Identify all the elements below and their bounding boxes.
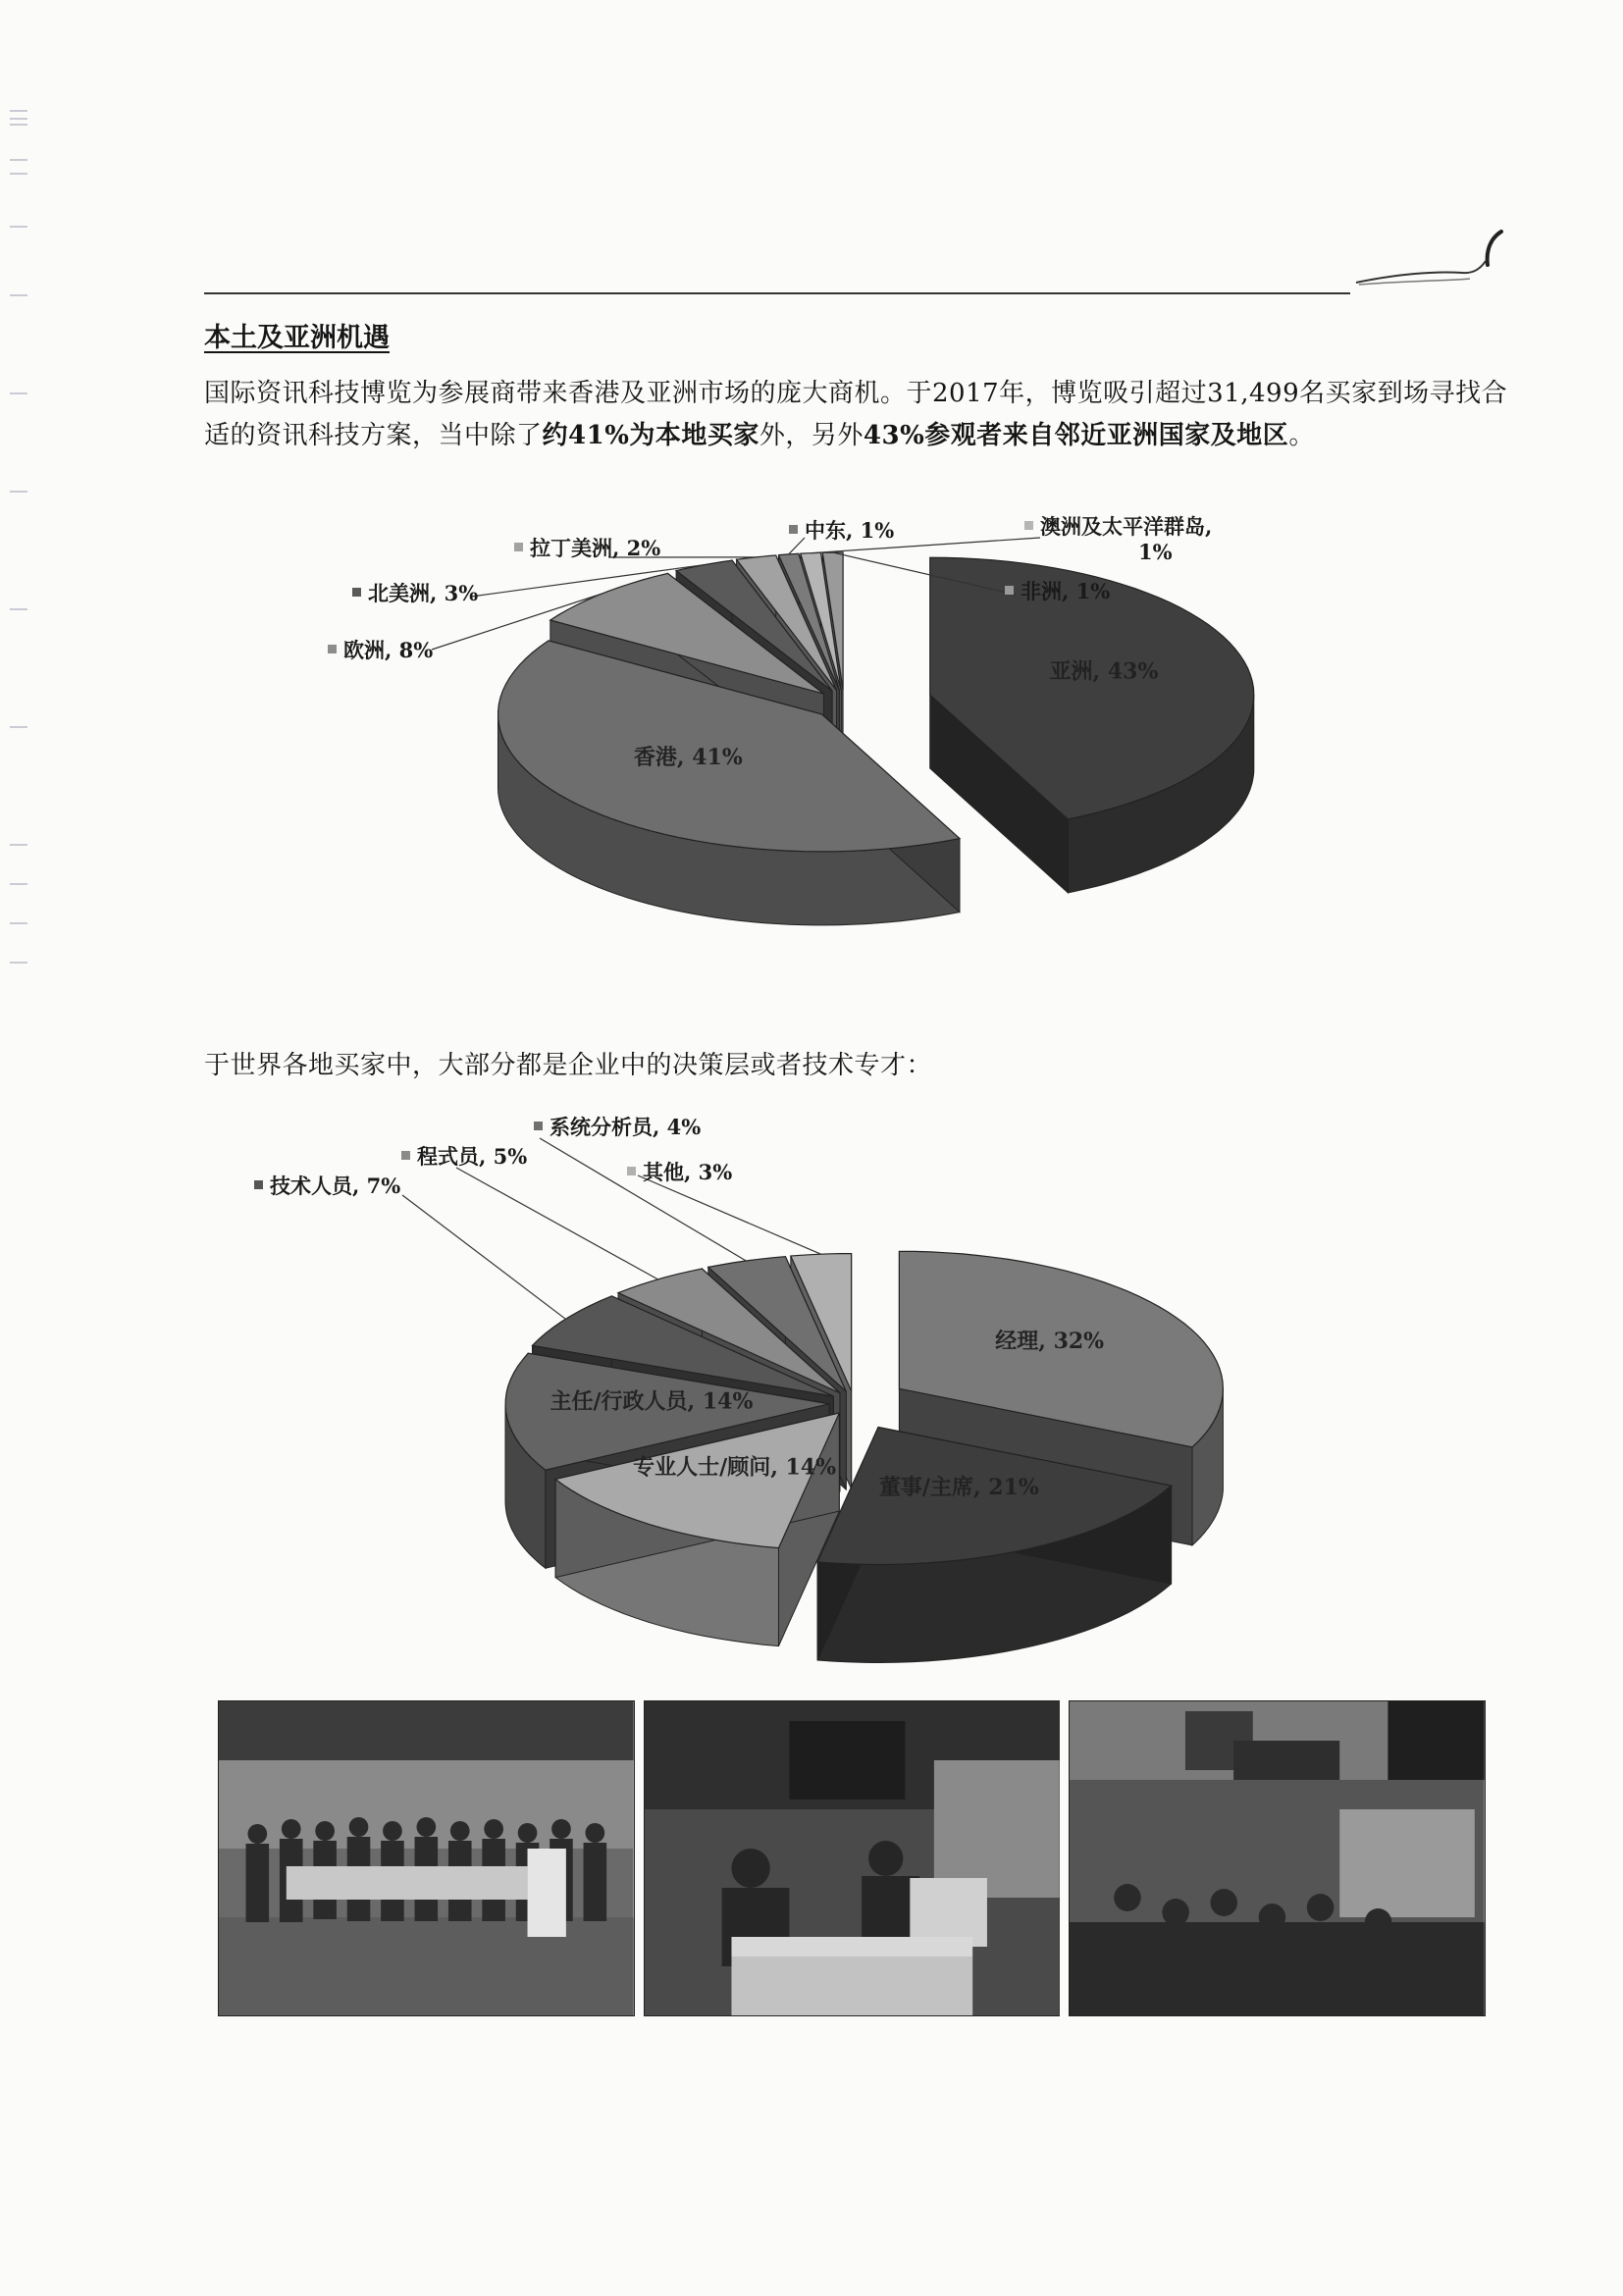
leader-line-2-6 <box>456 1168 658 1279</box>
slice-label-2-5: 技术人员, 7% <box>270 1174 401 1198</box>
legend-marker-2-6 <box>401 1151 410 1160</box>
leader-line-2-8 <box>638 1175 821 1254</box>
exhibition-hall-photo <box>1069 1700 1486 2016</box>
intro-text-1: 国际资讯科技博览为参展商带来香港及亚洲市场的庞大商机。于2017年，博览吸引超过31,499名买家到场寻找合适的资讯科技方案，当中除了 <box>204 379 1508 450</box>
legend-marker-1-6 <box>789 525 798 534</box>
intro-text-2: 外，另外 <box>759 421 864 450</box>
legend-marker-1-7 <box>1024 521 1033 530</box>
slice-label-1-3: 欧洲, 8% <box>343 638 434 662</box>
slice-label-2-3: 专业人士/顾问, 14% <box>633 1454 837 1481</box>
slice-label-1-1: 亚洲, 43% <box>1049 658 1159 685</box>
slice-label-1-5: 拉丁美洲, 2% <box>530 536 661 560</box>
intro-text-3: 。 <box>1288 421 1315 450</box>
legend-marker-1-5 <box>514 543 523 551</box>
legend-marker-1-4 <box>352 588 361 597</box>
legend-marker-1-3 <box>328 645 337 653</box>
leader-line-1-6 <box>789 538 805 554</box>
intro-bold-local: 约41%为本地买家 <box>542 421 759 450</box>
slice-label-1-6: 中东, 1% <box>805 518 895 543</box>
slice-label-1-4: 北美洲, 3% <box>368 581 479 605</box>
slice-label-2-4: 主任/行政人员, 14% <box>550 1388 754 1415</box>
slice-label-2-8: 其他, 3% <box>643 1160 733 1184</box>
legend-marker-1-8 <box>1005 586 1014 595</box>
slice-label-2-6: 程式员, 5% <box>417 1144 528 1169</box>
slice-label-2-7: 系统分析员, 4% <box>550 1115 702 1139</box>
buyer-role-lead: 于世界各地买家中，大部分都是企业中的决策层或者技术专才： <box>204 1051 933 1080</box>
slice-label-2-2: 董事/主席, 21% <box>878 1475 1039 1501</box>
photo-strip <box>218 1700 1486 2014</box>
section-heading: 本土及亚洲机遇 <box>204 323 390 353</box>
slice-label-1-2: 香港, 41% <box>633 744 743 770</box>
pie-slice-1-1 <box>930 557 1254 893</box>
leader-line-2-5 <box>402 1195 565 1319</box>
intro-bold-asia: 43%参观者来自邻近亚洲国家及地区 <box>863 421 1289 450</box>
slice-label-2-1: 经理, 32% <box>995 1329 1105 1355</box>
header-rule <box>204 292 1350 294</box>
legend-marker-2-8 <box>627 1167 636 1175</box>
business-meeting-photo <box>644 1700 1061 2016</box>
legend-marker-2-5 <box>254 1180 263 1189</box>
buyer-role-pie-chart <box>270 1115 1403 1653</box>
slice-label-1-7: 澳洲及太平洋群岛, 1% <box>1040 514 1213 564</box>
legend-marker-2-7 <box>534 1122 543 1130</box>
scan-margin-marks <box>10 98 31 981</box>
brand-swoosh-logo <box>1354 226 1501 294</box>
intro-paragraph <box>204 373 1519 457</box>
buyer-region-pie-chart <box>294 498 1403 960</box>
leader-line-2-7 <box>540 1138 746 1261</box>
group-photo <box>218 1700 635 2016</box>
slice-label-1-8: 非洲, 1% <box>1021 579 1111 603</box>
